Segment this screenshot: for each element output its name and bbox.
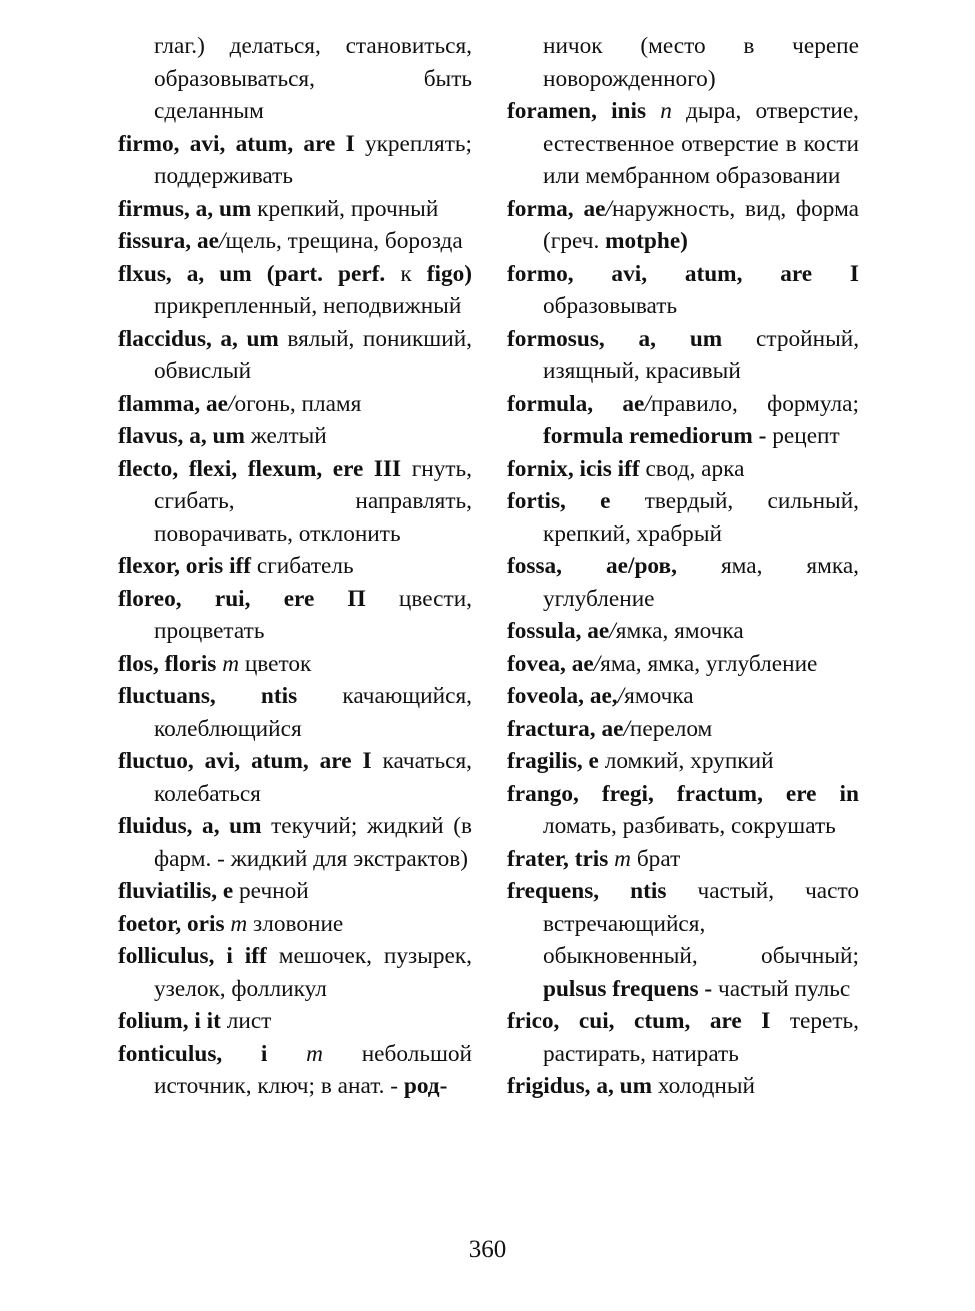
entry-headword: flexor, oris iff: [118, 553, 252, 579]
dictionary-entry: [118, 648, 472, 681]
entry-headword: floreo, rui, ere П: [118, 585, 366, 612]
dictionary-entry: [507, 193, 859, 258]
entry-grammar: m: [222, 650, 240, 677]
entry-definition-extra: частый пульс: [718, 975, 851, 1002]
entry-headword: flamma, ae: [118, 390, 228, 417]
entry-headword: fluctuo, avi, atum, are I: [118, 748, 372, 774]
entry-definition: твердый, сильный, крепкий, храбрый: [543, 488, 859, 547]
entry-definition: ломкий, хрупкий: [604, 748, 774, 774]
entry-headword: frequens, ntis: [507, 878, 667, 904]
entry-grammar: m: [306, 1040, 323, 1067]
page-number: 360: [468, 1236, 507, 1263]
entry-definition: качаться, колебаться: [154, 748, 472, 807]
entry-definition: укреплять; поддерживать: [154, 130, 472, 189]
entry-headword: fossula, ae: [507, 618, 610, 644]
dictionary-entry: [507, 615, 859, 648]
dictionary-entry: [118, 30, 472, 128]
entry-definition: зловоние: [253, 910, 344, 937]
entry-headword: fissura, ae: [118, 228, 219, 254]
entry-definition: наружность, вид, форма (греч.: [543, 195, 859, 254]
entry-headword: flecto, flexi, flexum, ere III: [118, 455, 402, 482]
entry-grammar: /: [609, 618, 616, 644]
entry-reference: formula remediorum -: [543, 423, 767, 449]
dictionary-entry: [118, 745, 472, 810]
entry-headword: foetor, oris: [118, 910, 225, 937]
dictionary-entry: [507, 550, 859, 615]
entry-grammar: /: [623, 715, 630, 742]
entry-headword: folliculus, i iff: [118, 943, 267, 969]
entry-grammar: m: [614, 845, 631, 872]
entry-definition: яма, ямка, углубление: [543, 553, 859, 612]
entry-definition: цветок: [244, 650, 312, 677]
entry-definition: сгибатель: [256, 553, 354, 579]
dictionary-entry: [507, 745, 859, 778]
dictionary-entry: [118, 453, 472, 551]
entry-definition: желтый: [250, 423, 327, 449]
entry-headword: foramen, inis: [507, 98, 647, 124]
entry-headword: flavus, a, um: [118, 423, 245, 449]
dictionary-entry: [507, 875, 859, 1005]
entry-definition: дыра, отверстие, естественное отверстие в кости или мембранном образовании: [543, 98, 860, 189]
entry-headword: flos, floris: [118, 650, 217, 677]
dictionary-entry: [507, 648, 859, 681]
entry-headword: formosus, a, um: [507, 325, 723, 352]
entry-definition: перелом: [629, 715, 713, 742]
dictionary-entry: [507, 453, 859, 486]
entry-grammar: /: [227, 390, 235, 417]
entry-headword: fonticulus, i: [118, 1040, 268, 1067]
entry-grammar: /: [218, 228, 226, 254]
entry-headword: flaccidus, a, um: [118, 325, 279, 352]
entry-definition: ямочка: [624, 683, 694, 709]
entry-headword: foveola, ae,: [507, 683, 618, 709]
dictionary-entry: [507, 258, 859, 323]
entry-definition: ничок (место в черепе новорожденного): [543, 33, 859, 92]
entry-headword: frater, tris: [507, 845, 609, 872]
entry-grammar: m: [230, 910, 248, 937]
entry-definition: глаг.) делаться, становиться, образовываться, быть сделанным: [154, 33, 472, 124]
dictionary-entry: [507, 485, 859, 550]
entry-reference: род-: [403, 1073, 448, 1099]
entry-headword: fluctuans, ntis: [118, 683, 298, 709]
entry-headword: frigidus, a, um: [507, 1073, 652, 1099]
entry-definition: частый, часто встречающийся, обыкновенный, обычный;: [543, 878, 859, 969]
entry-headword: fornix, icis iff: [507, 455, 640, 482]
entry-headword: fractura, ae: [507, 715, 624, 742]
right-column: [507, 30, 859, 1103]
entry-headword: fluidus, a, um: [118, 813, 262, 839]
dictionary-entry: [507, 388, 859, 453]
entry-headword: frico, cui, ctum, are I: [507, 1008, 771, 1034]
entry-headword: folium, i it: [118, 1008, 221, 1034]
dictionary-entry: [118, 875, 472, 908]
entry-definition: правило, формула;: [650, 390, 859, 417]
dictionary-entry: [507, 30, 859, 95]
entry-definition: лист: [226, 1008, 272, 1034]
entry-definition: свод, арка: [645, 455, 745, 482]
dictionary-entry: [118, 420, 472, 453]
entry-definition: к: [400, 260, 412, 287]
dictionary-entry: [118, 258, 472, 323]
dictionary-entry: [118, 388, 472, 421]
entry-headword: forma, ae: [507, 195, 606, 222]
entry-headword: formula, ae: [507, 390, 645, 417]
entry-grammar: /: [593, 650, 601, 677]
dictionary-entry: [118, 940, 472, 1005]
dictionary-entry: [507, 1005, 859, 1070]
entry-definition: огонь, пламя: [234, 390, 362, 417]
entry-grammar: n: [660, 98, 672, 124]
entry-grammar: /: [617, 683, 625, 709]
entry-definition: стройный, изящный, красивый: [543, 325, 860, 384]
dictionary-entry: [507, 680, 859, 713]
dictionary-entry: [507, 323, 859, 388]
dictionary-entry: [118, 1038, 472, 1103]
entry-headword: frango, fregi, fractum, ere in: [507, 780, 859, 807]
entry-definition: вялый, поникший, обвислый: [154, 325, 473, 384]
dictionary-entry: [507, 95, 859, 193]
entry-definition: щель, трещина, борозда: [225, 228, 463, 254]
entry-definition: текучий; жидкий (в фарм. - жидкий для экстрактов): [154, 813, 472, 872]
entry-definition-extra: рецепт: [772, 423, 840, 449]
dictionary-entry: [118, 128, 472, 193]
entry-definition: качающийся, колеблющийся: [154, 683, 472, 742]
dictionary-entry: [118, 810, 472, 875]
entry-definition: холодный: [657, 1073, 755, 1099]
entry-definition: брат: [636, 845, 681, 872]
entry-headword: fortis, e: [507, 488, 611, 514]
entry-reference: pulsus frequens -: [543, 975, 713, 1002]
entry-grammar: /: [605, 195, 612, 222]
entry-definition: небольшой источник, ключ; в анат. -: [154, 1040, 473, 1099]
entry-headword: firmo, avi, atum, are I: [118, 130, 355, 157]
entry-definition: яма, ямка, углубление: [600, 650, 818, 677]
dictionary-entry: [507, 1070, 859, 1103]
left-column: [118, 30, 472, 1103]
dictionary-entry: [118, 193, 472, 226]
entry-headword: fluviatilis, e: [118, 878, 234, 904]
dictionary-entry: [118, 1005, 472, 1038]
entry-reference: motphe): [605, 228, 688, 254]
entry-headword: fossa, ae/ров,: [507, 553, 677, 579]
dictionary-entry: [507, 843, 859, 876]
entry-definition: крепкий, прочный: [257, 195, 439, 222]
dictionary-entry: [118, 908, 472, 941]
entry-definition: цвести, процветать: [154, 585, 472, 644]
entry-definition: мешочек, пузырек, узелок, фолликул: [154, 943, 472, 1002]
dictionary-entry: [507, 713, 859, 746]
entry-headword: fovea, ae: [507, 650, 594, 677]
dictionary-entry: [118, 680, 472, 745]
entry-headword: formo, avi, atum, are I: [507, 260, 859, 287]
dictionary-entry: [118, 323, 472, 388]
entry-headword: fragilis, e: [507, 748, 599, 774]
entry-headword: flxus, a, um (part. perf.: [118, 260, 386, 287]
entry-definition: тереть, растирать, натирать: [543, 1008, 859, 1067]
entry-definition: речной: [239, 878, 309, 904]
entry-reference: figo): [426, 260, 473, 287]
dictionary-entry: [507, 778, 859, 843]
entry-definition: гнуть, сгибать, направлять, поворачивать, отклонить: [154, 455, 472, 547]
dictionary-entry: [118, 550, 472, 583]
entry-headword: firmus, a, um: [118, 195, 252, 222]
entry-definition: ямка, ямочка: [615, 618, 744, 644]
entry-definition-extra: прикрепленный, неподвижный: [154, 293, 462, 319]
entry-definition: образовывать: [543, 293, 678, 319]
entry-grammar: /: [644, 390, 651, 417]
dictionary-entry: [118, 225, 472, 258]
dictionary-entry: [118, 583, 472, 648]
entry-definition: ломать, разбивать, сокрушать: [543, 813, 836, 839]
